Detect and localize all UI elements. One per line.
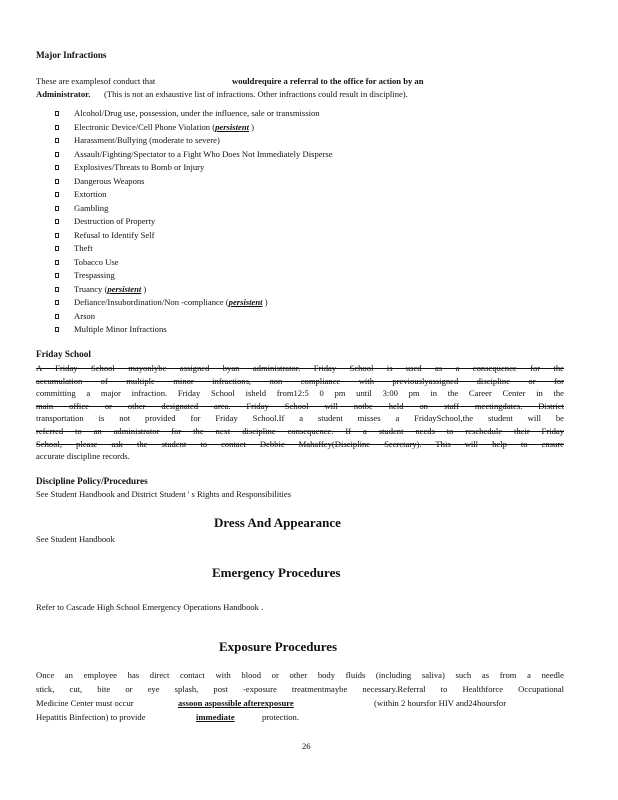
persistent-label: persistent <box>228 297 263 307</box>
infraction-item <box>54 310 474 324</box>
infraction-text: Dangerous Weapons <box>74 175 145 186</box>
exposure-line4-b: immediate <box>196 712 235 722</box>
infraction-item <box>54 269 474 283</box>
page-number: 26 <box>302 741 311 751</box>
friday-school-line-text: committing a major infraction. Friday School isheld from12:5 0 pm until 3:00 pm in the Career Center in the <box>36 388 564 399</box>
infraction-text: Refusal to Identify Self <box>74 229 155 240</box>
infraction-item <box>54 229 474 243</box>
infraction-text: Assault/Fighting/Spectator to a Fight Who Does Not Immediately Disperse <box>74 148 333 159</box>
bullet-box-icon <box>55 273 59 278</box>
major-intro-line1-a: These are examplesof conduct that <box>36 76 156 86</box>
infraction-item <box>54 256 474 270</box>
infraction-text: Destruction of Property <box>74 216 156 226</box>
bullet-box-icon <box>55 206 59 211</box>
friday-school-line-text: transportation is not provided for Friday School.If a student misses a FridaySchool,the student will be <box>36 413 564 424</box>
infraction-text: Tobacco Use <box>74 256 119 267</box>
persistent-label: persistent <box>215 121 249 132</box>
infraction-text: Explosives/Threats to Bomb or Injury <box>74 162 205 172</box>
bullet-box-icon <box>55 165 59 170</box>
exposure-line3-c: (within 2 hoursfor HIV and24hoursfor <box>374 698 507 708</box>
infraction-item <box>54 175 474 189</box>
bullet-box-icon <box>55 287 59 292</box>
infraction-text: Arson <box>74 310 96 321</box>
infraction-text: Harassment/Bullying (moderate to severe) <box>74 135 220 145</box>
emergency-title: Emergency Procedures <box>212 565 341 580</box>
infraction-item <box>54 242 474 256</box>
major-infractions-heading: Major Infractions <box>36 50 107 60</box>
infraction-item <box>54 283 474 297</box>
friday-school-line-text: School, please ask the student to contact Debbie Mahaffey(Discipline Secretary). This will help to ensure <box>36 438 564 449</box>
major-infractions-list <box>54 107 474 337</box>
infraction-text-after: ) <box>262 297 268 307</box>
major-intro-line2-a: Administrator. <box>36 89 91 99</box>
emergency-text: Refer to Cascade High School Emergency Operations Handbook . <box>36 602 264 612</box>
infraction-text: Alcohol/Drug use, possession, under the influence, sale or transmission <box>74 108 320 118</box>
infraction-item <box>54 134 474 148</box>
infraction-item <box>54 161 474 175</box>
infraction-item <box>54 323 474 337</box>
bullet-box-icon <box>55 125 59 130</box>
bullet-box-icon <box>55 233 59 238</box>
exposure-line2 <box>36 683 564 695</box>
bullet-box-icon <box>55 219 59 224</box>
friday-school-line <box>36 438 564 450</box>
infraction-text: Theft <box>74 243 93 253</box>
friday-school-line <box>36 362 564 374</box>
infraction-item <box>54 107 474 121</box>
bullet-box-icon <box>55 246 59 251</box>
friday-school-line <box>36 412 564 424</box>
infraction-item <box>54 148 474 162</box>
friday-school-line-text: accumulation of multiple minor infractions, non compliance with previouslyassigned discipline or for <box>36 375 564 386</box>
infraction-item <box>54 296 474 310</box>
discipline-text: See Student Handbook and District Student ' s Rights and Responsibilities <box>36 489 292 499</box>
friday-school-line <box>36 375 564 387</box>
friday-school-line-text: A Friday School mayonlybe assigned byan administrator. Friday School is used as a consequence for the <box>36 363 564 373</box>
bullet-box-icon <box>55 300 59 305</box>
bullet-box-icon <box>55 111 59 116</box>
exposure-line3-a: Medicine Center must occur <box>36 698 134 708</box>
infraction-text-after: ) <box>249 121 255 132</box>
infraction-text-after: ) <box>141 283 147 294</box>
exposure-line4-c: protection. <box>262 712 299 722</box>
infraction-text: Extortion <box>74 189 107 199</box>
friday-school-line-text: referred to an administrator for the next discipline consequence. If a student needs to reschedule their Friday <box>36 426 564 436</box>
bullet-box-icon <box>55 327 59 332</box>
exposure-line1 <box>36 669 564 681</box>
friday-school-line-text: accurate discipline records. <box>36 451 130 462</box>
infraction-text: Trespassing <box>74 270 115 280</box>
infraction-text: Gambling <box>74 202 109 213</box>
dress-text: See Student Handbook <box>36 534 115 544</box>
infraction-item <box>54 215 474 229</box>
bullet-box-icon <box>55 138 59 143</box>
exposure-title: Exposure Procedures <box>219 639 338 654</box>
major-intro-line1-b: wouldrequire a referral to the office for action by an <box>232 76 424 86</box>
infraction-text: Multiple Minor Infractions <box>74 324 167 334</box>
major-intro-line2-b: (This is not an exhaustive list of infractions. Other infractions could result in discipline). <box>104 89 408 99</box>
exposure-line2-text: stick, cut, bite or eye splash, post -exposure treatmentmaybe necessary.Referral to Healthforce Occupational <box>36 684 564 694</box>
friday-school-line <box>36 400 564 412</box>
infraction-item <box>54 188 474 202</box>
bullet-box-icon <box>55 152 59 157</box>
dress-title: Dress And Appearance <box>214 515 341 530</box>
bullet-box-icon <box>55 179 59 184</box>
infraction-text: Electronic Device/Cell Phone Violation ( <box>74 121 216 132</box>
friday-school-line-text: main office or other designated area. Friday School will notbe held on staff meetingdates. District <box>36 400 564 411</box>
infraction-text: Truancy ( <box>74 283 108 294</box>
bullet-box-icon <box>55 192 59 197</box>
persistent-label: persistent <box>107 283 142 294</box>
exposure-line1-text: Once an employee has direct contact with blood or other body fluids (including saliva) such as from a needle <box>36 670 564 680</box>
infraction-text: Defiance/Insubordination/Non -compliance ( <box>74 297 229 307</box>
discipline-heading: Discipline Policy/Procedures <box>36 476 148 486</box>
friday-school-line <box>36 450 564 462</box>
exposure-line4-a: Hepatitis Binfection) to provide <box>36 712 146 722</box>
friday-school-line <box>36 387 564 399</box>
infraction-item <box>54 121 474 135</box>
infraction-item <box>54 202 474 216</box>
bullet-box-icon <box>55 314 59 319</box>
bullet-box-icon <box>55 260 59 265</box>
friday-school-heading: Friday School <box>36 349 91 359</box>
friday-school-line <box>36 425 564 437</box>
exposure-line3-b: assoon aspossible afterexposure <box>178 698 294 708</box>
